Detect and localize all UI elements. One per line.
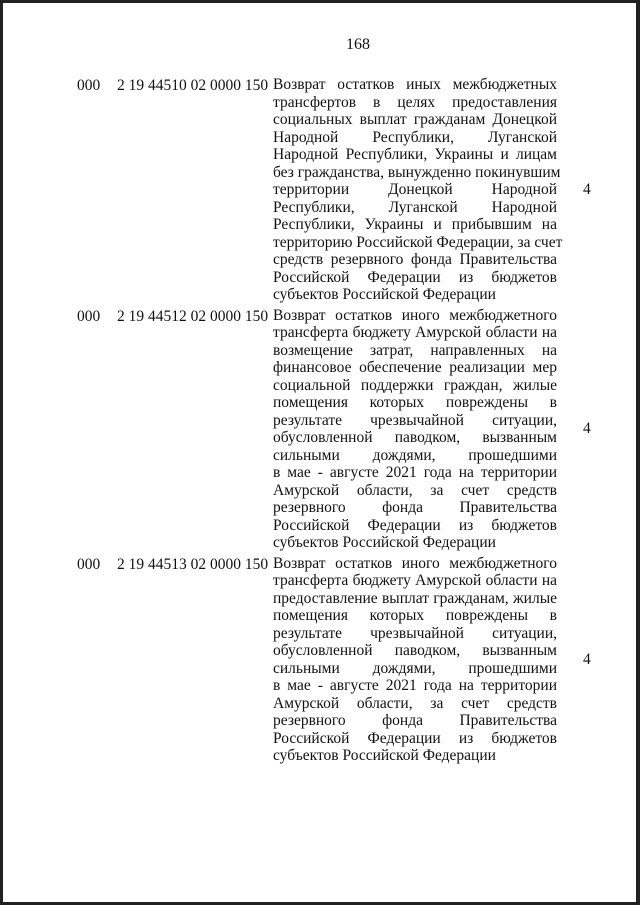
description-line: в мае - августе 2021 года на территории: [273, 677, 557, 694]
income-description: [273, 555, 557, 765]
description-line: трансферта бюджету Амурской области на: [273, 324, 557, 341]
description-line: сильными дождями, прошедшими: [273, 659, 557, 677]
admin-code: 000: [77, 555, 101, 573]
budget-classification-code: 2 19 44510 02 0000 150: [117, 77, 269, 94]
description-line: трансферта бюджету Амурской области на: [273, 572, 557, 589]
description-line: Амурской области, за счет средств: [273, 481, 557, 499]
description-line: Российской Федерации из бюджетов: [273, 268, 557, 286]
description-line: субъектов Российской Федерации: [273, 534, 496, 551]
description-line: обусловленной паводком, вызванным: [273, 642, 557, 659]
table-row: [0, 555, 640, 765]
description-line: Народной Республики, Луганской: [273, 128, 557, 146]
description-line: сильными дождями, прошедшими: [273, 446, 557, 464]
description-line: Возврат остатков иного межбюджетного: [273, 554, 557, 572]
description-line: предоставление выплат гражданам, жилые: [273, 589, 557, 607]
budget-classification-code: 2 19 44513 02 0000 150: [117, 555, 269, 573]
description-line: Амурской области, за счет средств: [273, 694, 557, 712]
description-line: резервного фонда Правительства: [273, 499, 557, 516]
income-description: [273, 76, 563, 304]
page-number: 168: [346, 36, 370, 53]
budget-classification-code: 2 19 44512 02 0000 150: [117, 307, 269, 325]
description-line: Возврат остатков иных межбюджетных: [273, 76, 557, 93]
description-line: Республики, Луганской Народной: [273, 198, 557, 216]
table-row: [0, 76, 640, 304]
amount-value: 4: [583, 420, 591, 437]
description-line: в мае - августе 2021 года на территории: [273, 464, 557, 481]
amount-value: 4: [583, 180, 591, 198]
income-description: [273, 307, 557, 552]
description-line: Народной Республики, Украины и лицам: [273, 146, 557, 163]
description-line: без гражданства, вынужденно покинувшим: [273, 163, 561, 181]
description-line: обусловленной паводком, вызванным: [273, 429, 557, 446]
description-line: средств резервного фонда Правительства: [273, 251, 557, 268]
description-line: субъектов Российской Федерации: [273, 747, 496, 764]
description-line: территории Донецкой Народной: [273, 181, 557, 198]
amount-value: 4: [583, 650, 591, 668]
description-line: социальных выплат гражданам Донецкой: [273, 111, 557, 128]
description-line: Российской Федерации из бюджетов: [273, 516, 557, 534]
description-line: Российской Федерации из бюджетов: [273, 729, 557, 747]
table-row: [0, 307, 640, 552]
description-line: помещения которых повреждены в: [273, 607, 557, 624]
admin-code: 000: [77, 77, 101, 94]
description-line: финансовое обеспечение реализации мер: [273, 359, 557, 376]
admin-code: 000: [77, 307, 101, 325]
description-line: Республики, Украины и прибывшим на: [273, 216, 557, 233]
budget-table: [0, 76, 640, 768]
description-line: результате чрезвычайной ситуации,: [273, 624, 557, 642]
description-line: субъектов Российской Федерации: [273, 286, 496, 303]
description-line: трансфертов в целях предоставления: [273, 93, 557, 111]
amount: [583, 555, 591, 765]
description-line: помещения которых повреждены в: [273, 394, 557, 411]
amount: [583, 76, 591, 304]
description-line: территорию Российской Федерации, за счет: [273, 233, 563, 251]
amount: [583, 307, 591, 552]
description-line: возмещение затрат, направленных на: [273, 341, 557, 359]
description-line: результате чрезвычайной ситуации,: [273, 411, 557, 429]
description-line: социальной поддержки граждан, жилые: [273, 376, 557, 394]
description-line: Возврат остатков иного межбюджетного: [273, 306, 557, 324]
description-line: резервного фонда Правительства: [273, 712, 557, 729]
